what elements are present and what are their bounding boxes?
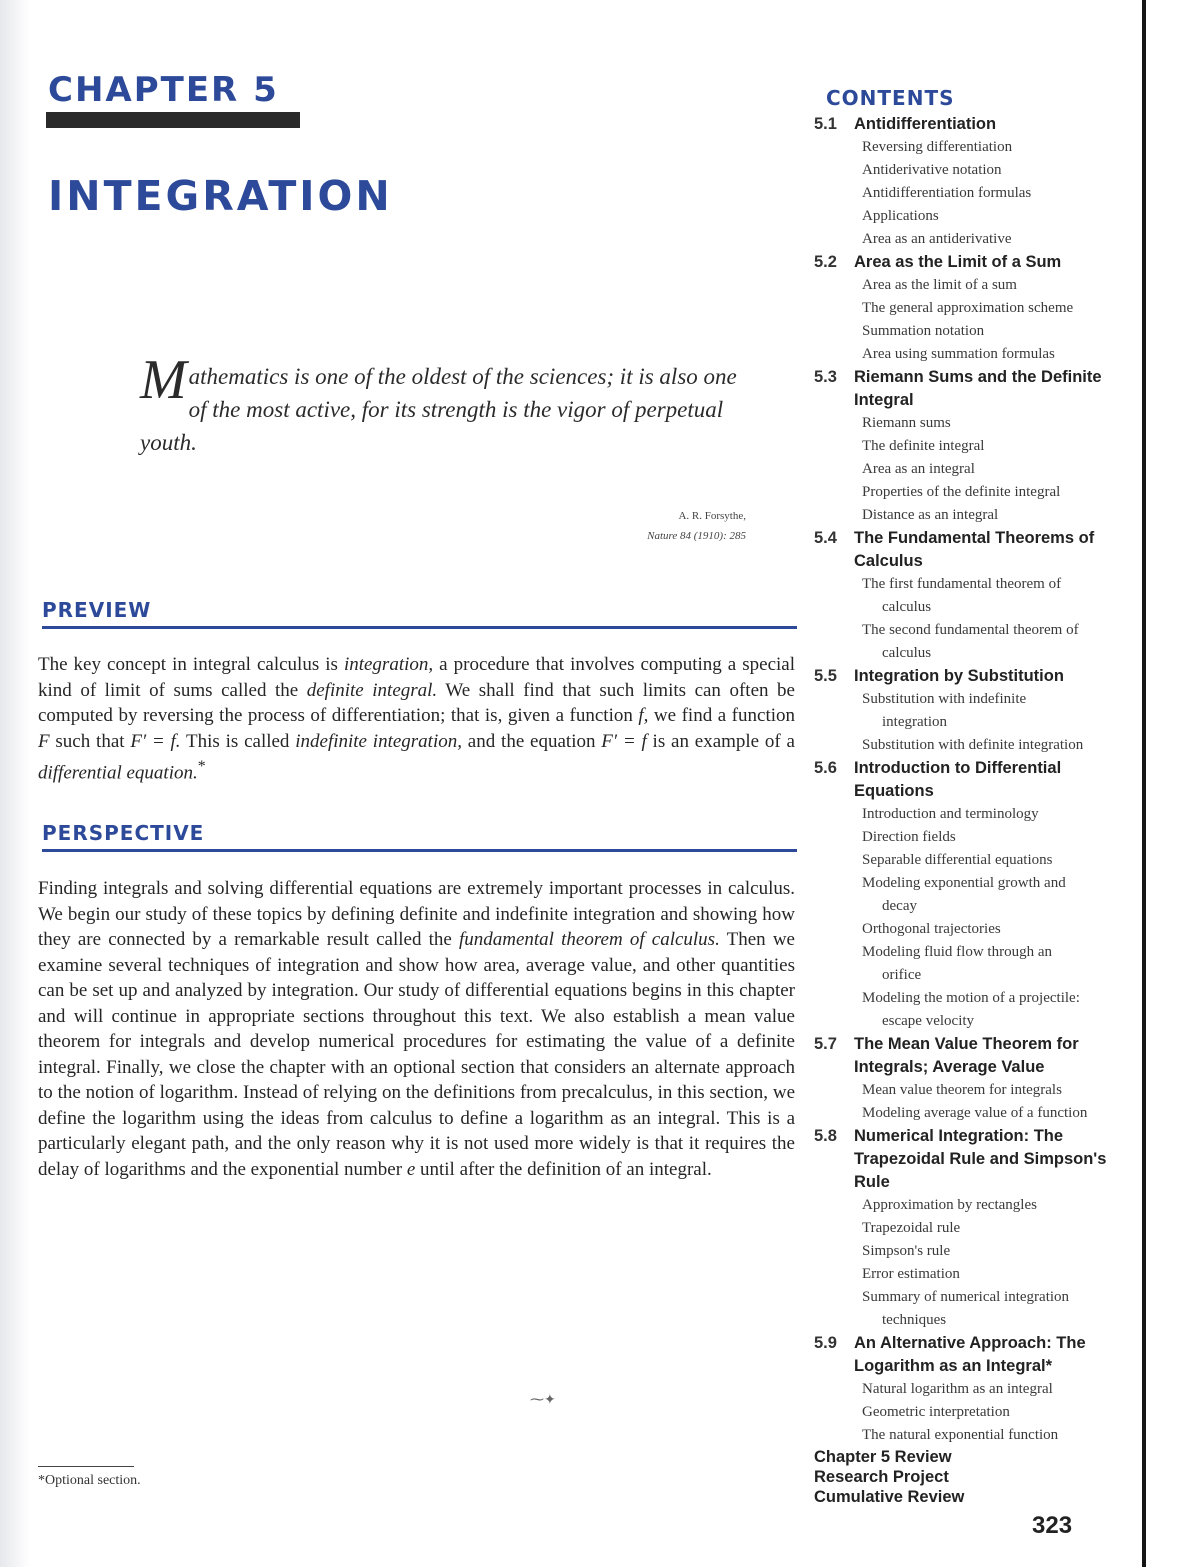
toc-subtopic[interactable] <box>814 734 1134 757</box>
toc-section-title: Riemann Sums and the Definite Integral <box>854 368 1102 409</box>
toc-subtopic[interactable] <box>814 895 1134 918</box>
toc-subtopic[interactable] <box>814 1240 1134 1263</box>
toc-subtopic[interactable] <box>814 1217 1134 1240</box>
toc-subtopic[interactable] <box>814 435 1134 458</box>
toc-section-title: Antidifferentiation <box>854 115 997 133</box>
chapter-title: INTEGRATION <box>48 172 393 220</box>
page-number: 323 <box>1032 1512 1073 1539</box>
toc-section-number: 5.1 <box>814 115 837 133</box>
toc-subtopic-label: Distance as an integral <box>862 507 999 523</box>
toc-subtopic-label: Trapezoidal rule <box>862 1220 961 1236</box>
text-run: The key concept in integral calculus is <box>38 654 344 675</box>
text-run: Finding integrals and solving differential equations are extremely important processes in calculus. We begin our study of these topics by defining definite and indefinite integration and showing how they are connected by a remarkable result called the <box>38 878 795 950</box>
toc-subtopic[interactable] <box>814 182 1134 205</box>
epigraph-attribution <box>647 506 746 546</box>
perspective-heading: PERSPECTIVE <box>42 821 797 852</box>
toc-subtopic[interactable] <box>814 872 1134 895</box>
toc-subtopic-label: orifice <box>882 967 922 983</box>
emphasis: differential equation. <box>38 762 198 784</box>
toc-section[interactable] <box>814 757 1134 803</box>
emphasis: indefinite integration, <box>295 730 462 752</box>
toc-subtopic-label: Reversing differentiation <box>862 139 1013 155</box>
text-run: such that <box>49 730 131 752</box>
toc-section[interactable] <box>814 1125 1134 1194</box>
toc-subtopic-label: decay <box>882 898 917 914</box>
toc-section-title: An Alternative Approach: The Logarithm as an Integral* <box>854 1334 1086 1375</box>
toc-subtopic[interactable] <box>814 320 1134 343</box>
toc-subtopic[interactable] <box>814 573 1134 596</box>
toc-section[interactable] <box>814 251 1134 274</box>
text-run: Then we examine several techniques of integration and show how area, average value, and other quantities can be set up and analyzed by integration. Our study of differential equations begins in this chapter and will continue in appropriate sections throughout this text. We also establish a mean value theorem for integrals and develop numerical procedures for estimating the value of a definite integral. Finally, we close the chapter with an optional section that considers an alternate approach to the notion of logarithm. Instead of relying on the definitions from precalculus, in this section, we define the logarithm using the ideas from calculus to define a logarithm as an integral. This is a particularly elegant path, and the only reason why it is not used more widely is that it requires the delay of logarithms and the exponential number <box>38 929 795 1180</box>
text-run: we find a function <box>648 705 795 726</box>
text-run: and the equation <box>462 730 602 752</box>
text-run: is an example of a <box>646 730 795 752</box>
toc-subtopic[interactable] <box>814 343 1134 366</box>
emphasis: F <box>38 730 50 752</box>
toc-subtopic[interactable] <box>814 803 1134 826</box>
toc-subtopic[interactable] <box>814 941 1134 964</box>
toc-subtopic-label: Area as the limit of a sum <box>862 277 1017 293</box>
toc-subtopic[interactable] <box>814 918 1134 941</box>
toc-subtopic[interactable] <box>814 1401 1134 1424</box>
epigraph-source: Nature 84 (1910): 285 <box>647 530 746 542</box>
table-of-contents <box>814 113 1134 1507</box>
toc-subtopic[interactable] <box>814 1079 1134 1102</box>
toc-end-item[interactable]: Chapter 5 Review <box>814 1448 952 1466</box>
toc-subtopic[interactable] <box>814 1102 1134 1125</box>
toc-section-number: 5.7 <box>814 1035 837 1053</box>
epigraph-text: athematics is one of the oldest of the sciences; it is also one of the most active, for its strength is the vigor of perpetual youth. <box>140 364 737 455</box>
toc-subtopic-label: Properties of the definite integral <box>862 484 1061 500</box>
toc-subtopic[interactable] <box>814 481 1134 504</box>
toc-subtopic[interactable] <box>814 849 1134 872</box>
toc-section-number: 5.8 <box>814 1127 837 1145</box>
toc-subtopic-label: Substitution with indefinite <box>862 691 1027 707</box>
footnote-marker: * <box>197 758 206 775</box>
toc-end-item[interactable]: Research Project <box>814 1468 949 1486</box>
emphasis: fundamental theorem of calculus. <box>458 929 720 950</box>
toc-subtopic-label: Approximation by rectangles <box>862 1197 1037 1213</box>
toc-subtopic-label: The definite integral <box>862 438 985 454</box>
toc-section-title: Area as the Limit of a Sum <box>854 253 1062 271</box>
toc-subtopic[interactable] <box>814 136 1134 159</box>
toc-subtopic[interactable] <box>814 1286 1134 1309</box>
toc-section[interactable] <box>814 113 1134 136</box>
toc-section-title: Numerical Integration: The Trapezoidal Rule and Simpson's Rule <box>854 1127 1107 1191</box>
toc-subtopic-label: Antiderivative notation <box>862 162 1002 178</box>
toc-subtopic-label: Substitution with definite integration <box>862 737 1084 753</box>
toc-subtopic-label: integration <box>882 714 947 730</box>
toc-subtopic[interactable] <box>814 964 1134 987</box>
text-run: We shall find that such limits can often be computed by reversing the process of differentiation; that is, given a function <box>38 679 795 726</box>
toc-subtopic-label: Area as an antiderivative <box>862 231 1012 247</box>
toc-subtopic[interactable] <box>814 297 1134 320</box>
toc-subtopic-label: Introduction and terminology <box>862 806 1039 822</box>
toc-subtopic[interactable] <box>814 458 1134 481</box>
toc-section-number: 5.9 <box>814 1334 837 1352</box>
toc-subtopic-label: calculus <box>882 599 932 615</box>
contents-heading: CONTENTS <box>826 86 955 110</box>
toc-subtopic-label: Natural logarithm as an integral <box>862 1381 1053 1397</box>
emphasis: f, <box>638 705 649 726</box>
toc-section-title: Introduction to Differential Equations <box>854 759 1062 800</box>
toc-subtopic-label: The natural exponential function <box>862 1427 1059 1443</box>
toc-subtopic-label: Orthogonal trajectories <box>862 921 1001 937</box>
preview-paragraph <box>38 652 795 786</box>
emphasis: F′ = f. <box>130 730 181 752</box>
chapter-bar <box>46 112 300 128</box>
toc-subtopic[interactable] <box>814 1010 1134 1033</box>
toc-subtopic[interactable] <box>814 1378 1134 1401</box>
toc-subtopic[interactable] <box>814 1309 1134 1332</box>
toc-subtopic-label: Simpson's rule <box>862 1243 951 1259</box>
preview-heading: PREVIEW <box>42 598 797 629</box>
toc-subtopic[interactable] <box>814 1194 1134 1217</box>
emphasis: integration, <box>343 654 434 675</box>
text-run: a procedure that involves computing a special kind of limit of sums called the <box>38 654 795 701</box>
toc-subtopic-label: Area using summation formulas <box>862 346 1055 362</box>
toc-section-number: 5.2 <box>814 253 837 271</box>
page-edge <box>1142 0 1200 1567</box>
toc-subtopic-label: Modeling the motion of a projectile: <box>862 990 1080 1006</box>
toc-subtopic[interactable] <box>814 1263 1134 1286</box>
toc-subtopic-label: Applications <box>862 208 939 224</box>
toc-subtopic-label: Separable differential equations <box>862 852 1053 868</box>
epigraph-author: A. R. Forsythe, <box>678 510 746 522</box>
ink-smudge: ⁓✦ <box>530 1393 556 1408</box>
toc-section-title: Integration by Substitution <box>854 667 1064 685</box>
toc-section-number: 5.5 <box>814 667 837 685</box>
footnote-rule <box>38 1466 134 1467</box>
footnote: *Optional section. <box>38 1473 141 1488</box>
emphasis: e <box>406 1158 416 1180</box>
toc-end-item[interactable]: Cumulative Review <box>814 1488 965 1506</box>
toc-subtopic-label: Geometric interpretation <box>862 1404 1010 1420</box>
toc-subtopic-label: Antidifferentiation formulas <box>862 185 1032 201</box>
toc-subtopic[interactable] <box>814 504 1134 527</box>
toc-subtopic-label: The general approximation scheme <box>862 300 1074 316</box>
toc-section[interactable] <box>814 527 1134 573</box>
text-run: This is called <box>180 730 296 752</box>
toc-subtopic-label: The second fundamental theorem of <box>862 622 1079 638</box>
toc-subtopic[interactable] <box>814 987 1134 1010</box>
toc-section-title: The Fundamental Theorems of Calculus <box>854 529 1095 570</box>
toc-section-number: 5.6 <box>814 759 837 777</box>
toc-section[interactable] <box>814 366 1134 412</box>
epigraph <box>140 349 755 459</box>
emphasis: F′ = f <box>601 730 647 752</box>
toc-subtopic-label: techniques <box>882 1312 947 1328</box>
toc-subtopic[interactable] <box>814 274 1134 297</box>
toc-subtopic[interactable] <box>814 596 1134 619</box>
toc-subtopic-label: Direction fields <box>862 829 956 845</box>
toc-subtopic[interactable] <box>814 711 1134 734</box>
toc-section[interactable] <box>814 1033 1134 1079</box>
toc-subtopic-label: Modeling average value of a function <box>862 1105 1088 1121</box>
toc-subtopic-label: calculus <box>882 645 932 661</box>
toc-subtopic[interactable] <box>814 826 1134 849</box>
toc-subtopic[interactable] <box>814 642 1134 665</box>
page-shadow <box>0 0 30 1567</box>
toc-section[interactable] <box>814 1332 1134 1378</box>
epigraph-dropcap: M <box>140 349 187 411</box>
toc-section-title: The Mean Value Theorem for Integrals; Average Value <box>854 1035 1079 1076</box>
toc-section-number: 5.4 <box>814 529 837 547</box>
toc-subtopic-label: Riemann sums <box>862 415 951 431</box>
toc-subtopic[interactable] <box>814 688 1134 711</box>
toc-subtopic-label: Summation notation <box>862 323 985 339</box>
toc-subtopic-label: Modeling fluid flow through an <box>862 944 1052 960</box>
toc-section-number: 5.3 <box>814 368 837 386</box>
emphasis: definite integral. <box>306 679 438 701</box>
chapter-label: CHAPTER 5 <box>48 70 279 110</box>
toc-subtopic-label: Modeling exponential growth and <box>862 875 1066 891</box>
toc-subtopic[interactable] <box>814 619 1134 642</box>
toc-subtopic-label: Error estimation <box>862 1266 960 1282</box>
toc-subtopic-label: Summary of numerical integration <box>862 1289 1070 1305</box>
toc-subtopic-label: Area as an integral <box>862 461 975 477</box>
toc-subtopic[interactable] <box>814 159 1134 182</box>
toc-subtopic-label: escape velocity <box>882 1013 975 1029</box>
perspective-paragraph <box>38 876 795 1182</box>
toc-subtopic[interactable] <box>814 205 1134 228</box>
text-run: until after the definition of an integral. <box>415 1158 712 1180</box>
toc-subtopic-label: The first fundamental theorem of <box>862 576 1062 592</box>
toc-subtopic[interactable] <box>814 1424 1134 1447</box>
toc-subtopic[interactable] <box>814 228 1134 251</box>
toc-subtopic-label: Mean value theorem for integrals <box>862 1082 1062 1098</box>
toc-subtopic[interactable] <box>814 412 1134 435</box>
toc-section[interactable] <box>814 665 1134 688</box>
